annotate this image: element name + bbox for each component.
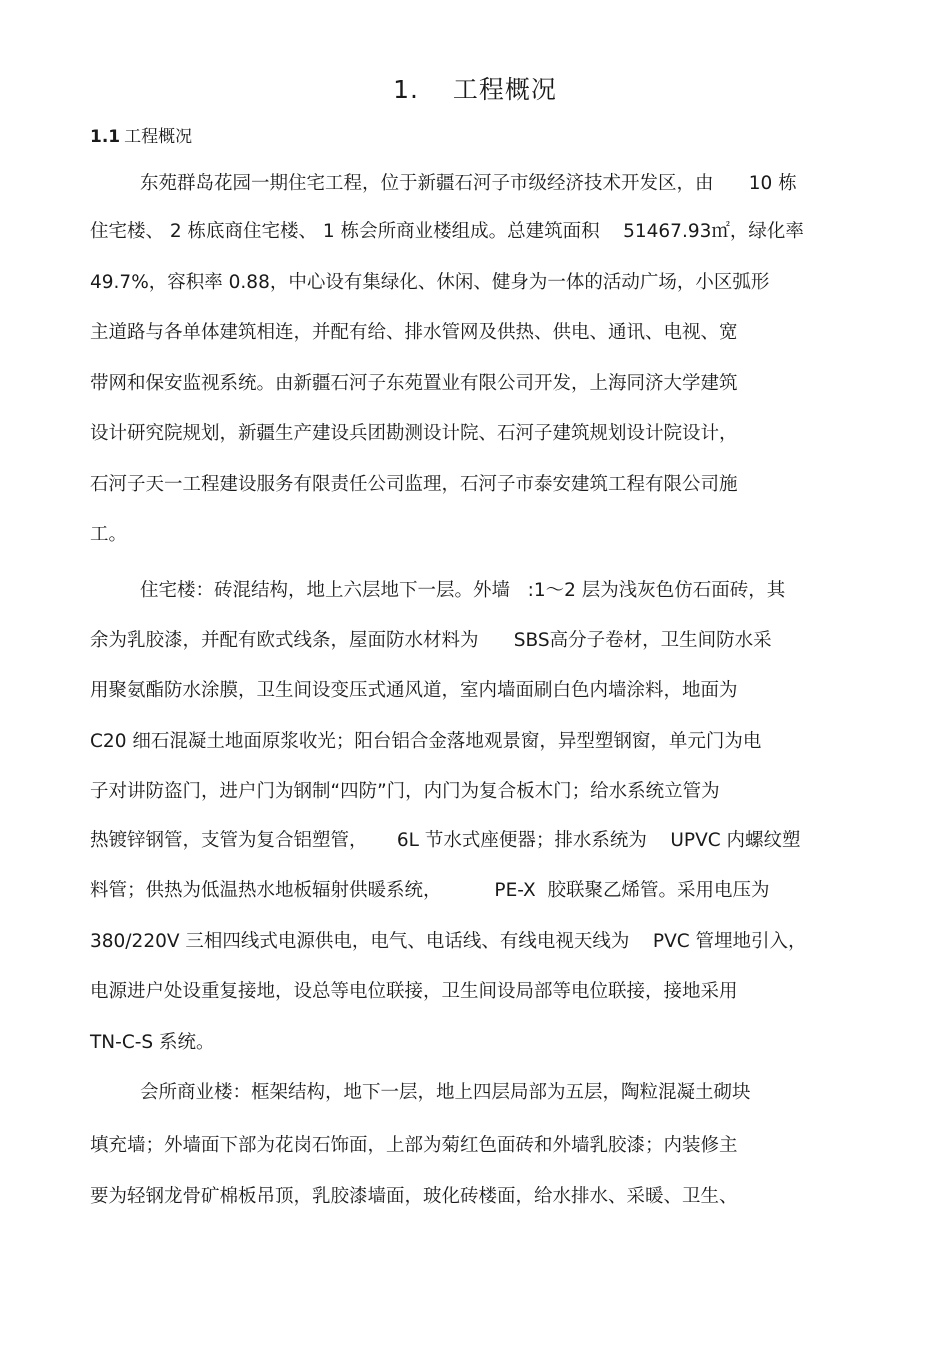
paragraph-2-line: TN-C-S 系统。 [90,1032,215,1053]
paragraph-1-line: 住宅楼、 2 栋底商住宅楼、 1 栋会所商业楼组成。总建筑面积 51467.93㎡，绿化率 [90,221,804,242]
paragraph-2-line: 用聚氨酯防水涂膜，卫生间设变压式通风道，室内墙面刷白色内墙涂料，地面为 [90,680,738,701]
paragraph-3-line: 要为轻钢龙骨矿棉板吊顶，乳胶漆墙面，玻化砖楼面，给水排水、采暖、卫生、 [90,1186,738,1207]
chapter-number: 1. [393,75,419,104]
paragraph-1-line: 49.7%，容积率 0.88，中心设有集绿化、休闲、健身为一体的活动广场，小区弧形 [90,272,770,293]
chapter-title [0,70,950,106]
paragraph-3-line: 会所商业楼：框架结构，地下一层，地上四层局部为五层，陶粒混凝土砌块 [140,1082,751,1103]
paragraph-1-line: 主道路与各单体建筑相连，并配有给、排水管网及供热、供电、通讯、电视、宽 [90,322,738,343]
paragraph-1-line: 设计研究院规划，新疆生产建设兵团勘测设计院、石河子建筑规划设计院设计， [90,423,738,444]
paragraph-2-line: 热镀锌钢管，支管为复合铝塑管， 6L 节水式座便器；排水系统为 UPVC 内螺纹塑 [90,830,801,851]
paragraph-2-line: 380/220V 三相四线式电源供电，电气、电话线、有线电视天线为 PVC 管埋地引入， [90,931,807,952]
paragraph-1-line: 工。 [90,524,128,545]
paragraph-2-line: 余为乳胶漆，并配有欧式线条，屋面防水材料为 SBS高分子卷材，卫生间防水采 [90,630,772,651]
paragraph-2-line: 住宅楼：砖混结构，地上六层地下一层。外墙 :1～2 层为浅灰色仿石面砖，其 [140,580,786,601]
paragraph-1-line: 东苑群岛花园一期住宅工程，位于新疆石河子市级经济技术开发区，由 10 栋 [140,173,797,194]
paragraph-2-line: 料管；供热为低温热水地板辐射供暖系统， PE-X 胶联聚乙烯管。采用电压为 [90,880,770,901]
paragraph-3-line: 填充墙；外墙面下部为花岗石饰面，上部为菊红色面砖和外墙乳胶漆；内装修主 [90,1135,738,1156]
paragraph-1-line: 带网和保安监视系统。由新疆石河子东苑置业有限公司开发，上海同济大学建筑 [90,373,738,394]
chapter-title-text: 工程概况 [452,75,557,104]
paragraph-1-line: 石河子天一工程建设服务有限责任公司监理，石河子市泰安建筑工程有限公司施 [90,474,738,495]
section-heading-text: 工程概况 [124,127,193,147]
paragraph-2-line: C20 细石混凝土地面原浆收光；阳台铝合金落地观景窗，异型塑钢窗，单元门为电 [90,731,762,752]
paragraph-2-line: 子对讲防盗门，进户门为钢制“四防”门，内门为复合板木门；给水系统立管为 [90,781,720,802]
section-heading [90,122,192,147]
paragraph-2-line: 电源进户处设重复接地，设总等电位联接，卫生间设局部等电位联接，接地采用 [90,981,738,1002]
section-number: 1.1 [90,127,121,147]
